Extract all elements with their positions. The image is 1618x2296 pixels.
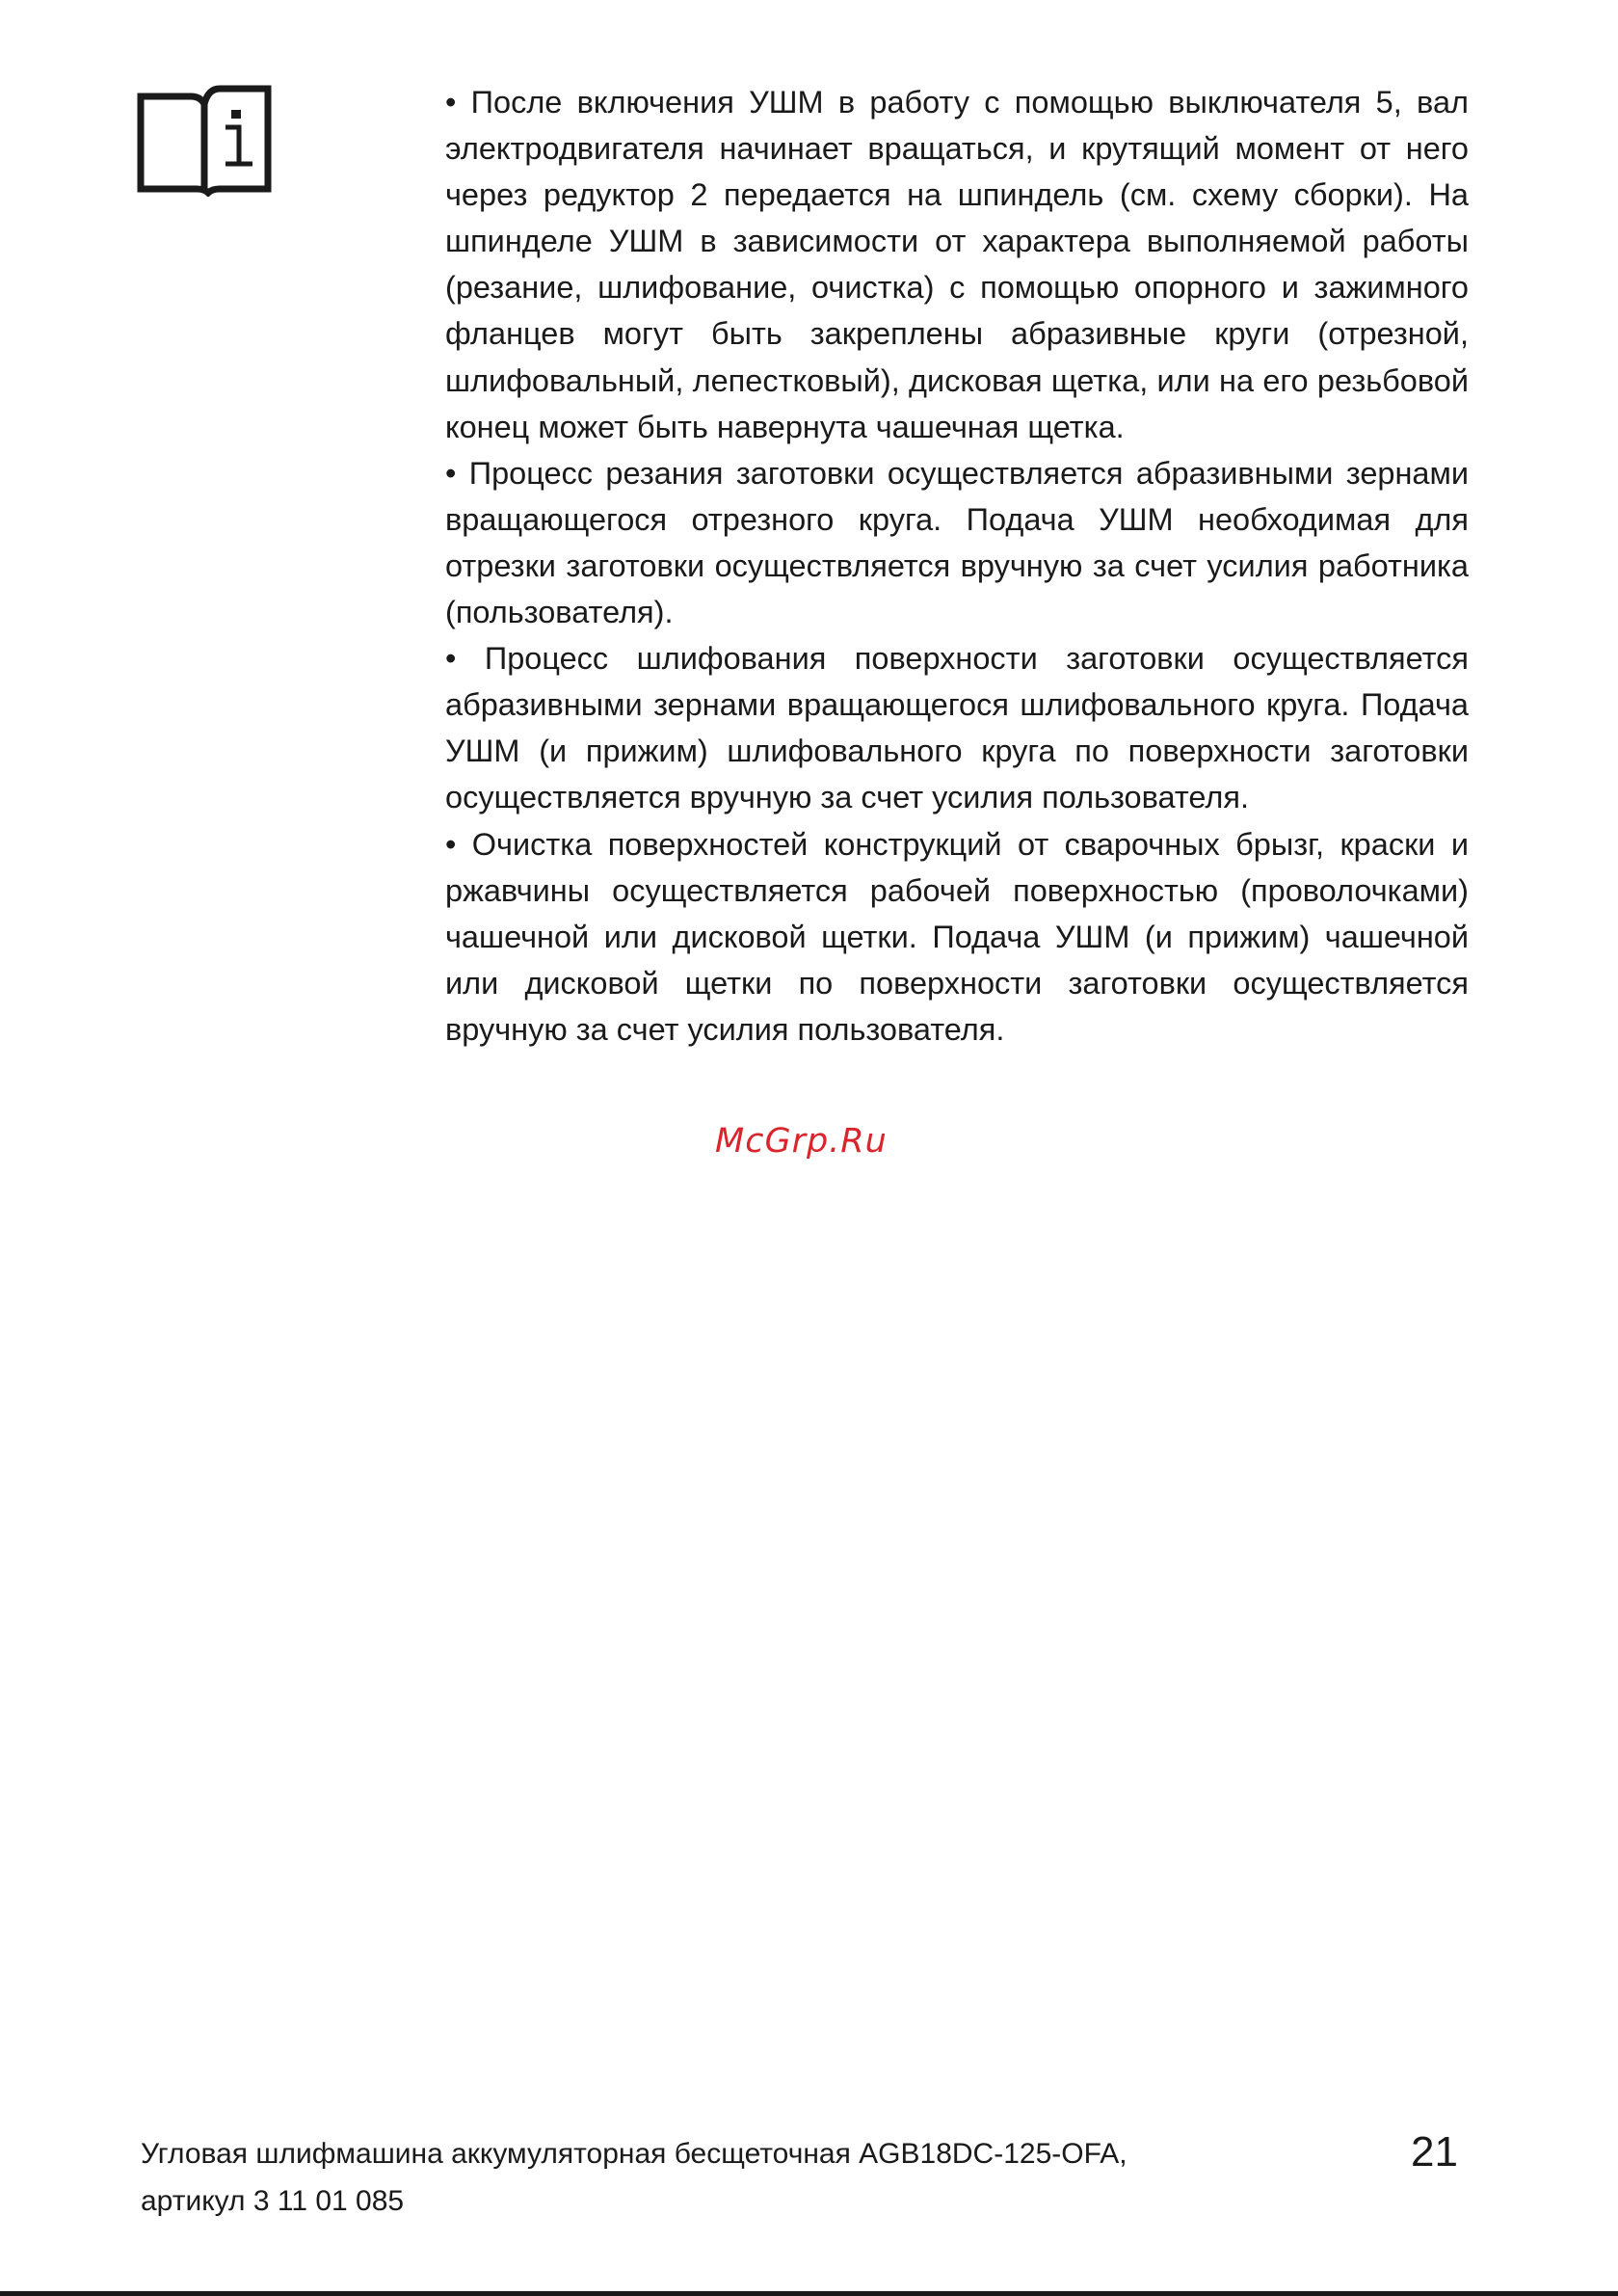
paragraph-2: • Процесс резания заготовки осуществляется абразивными зернами вращающегося отрезного круга. Подача УШМ необходимая для отрезки заготовки осуществляется вручную за счет усилия работника (пользователя). <box>445 455 1469 630</box>
body-text <box>445 79 1469 1053</box>
paragraph-3: • Процесс шлифования поверхности заготовки осуществляется абразивными зернами вращающегося шлифовального круга. Подача УШМ (и прижим) шлифовального круга по поверхности заготовки осуществляется вручную за счет усилия пользователя. <box>445 641 1469 815</box>
book-info-icon <box>137 83 272 197</box>
paragraph-4: • Очистка поверхностей конструкций от сварочных брызг, краски и ржавчины осуществляется рабочей поверхностью (проволочками) чашечной или дисковой щетки. Подача УШМ (и прижим) чашечной или дисковой щетки по поверхности заготовки осуществляется вручную за счет усилия пользователя. <box>445 826 1469 1047</box>
watermark: McGrp.Ru <box>715 1122 888 1161</box>
bottom-divider <box>0 2291 1618 2296</box>
paragraph-1: • После включения УШМ в работу с помощью выключателя 5, вал электродвигателя начинает вращаться, и крутящий момент от него через редуктор 2 передается на шпиндель (см. схему сборки). На шпинделе УШМ в зависимости от характера выполняемой работы (резание, шлифование, очистка) с помощью опорного и зажимного фланцев могут быть закреплены абразивные круги (отрезной, шлифовальный, лепестковый), дисковая щетка, или на его резьбовой конец может быть навернута чашечная щетка. <box>445 85 1469 444</box>
footer-article-number: артикул 3 11 01 085 <box>141 2185 405 2217</box>
page-number: 21 <box>1411 2128 1458 2176</box>
footer-product-title: Угловая шлифмашина аккумуляторная бесщеточная AGB18DC-125-OFA, <box>141 2138 1127 2170</box>
footer <box>141 2130 1127 2225</box>
